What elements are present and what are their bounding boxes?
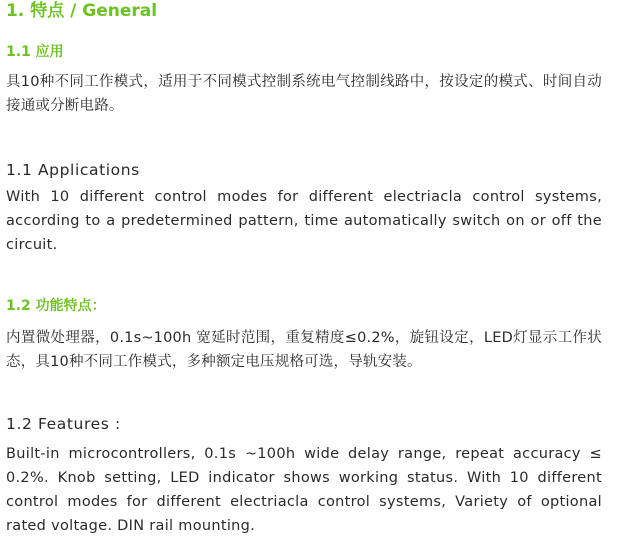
page-title: 1. 特点 / General bbox=[6, 1, 158, 21]
section-1-1-text-cn: 具10种不同工作模式，适用于不同模式控制系统电气控制线路中，按设定的模式、时间自动接通或分断电路。 bbox=[6, 74, 602, 114]
section-1-1-text-en: With 10 different control modes for different electriacla control systems, according to a predetermined pattern, time automatically switch on or off the circuit. bbox=[6, 189, 602, 253]
section-1-2-heading-cn: 1.2 功能特点： bbox=[6, 298, 106, 314]
section-1-2-text-en: Built-in microcontrollers, 0.1s ~100h wide delay range, repeat accuracy ≤ 0.2%. Knob setting, LED indicator shows working status. With 10 different control modes for different electriacla control systems, Variety of optional rated voltage. DIN rail mounting. bbox=[6, 446, 602, 534]
section-1-2-text-cn: 内置微处理器，0.1s~100h 宽延时范围，重复精度≤0.2%，旋钮设定，LED灯显示工作状态，具10种不同工作模式，多种额定电压规格可选，导轨安装。 bbox=[6, 330, 602, 370]
section-1-1-heading-cn: 1.1 应用 bbox=[6, 44, 64, 60]
section-1-2-heading-en: 1.2 Features : bbox=[6, 415, 121, 433]
section-1-1-heading-en: 1.1 Applications bbox=[6, 161, 140, 179]
